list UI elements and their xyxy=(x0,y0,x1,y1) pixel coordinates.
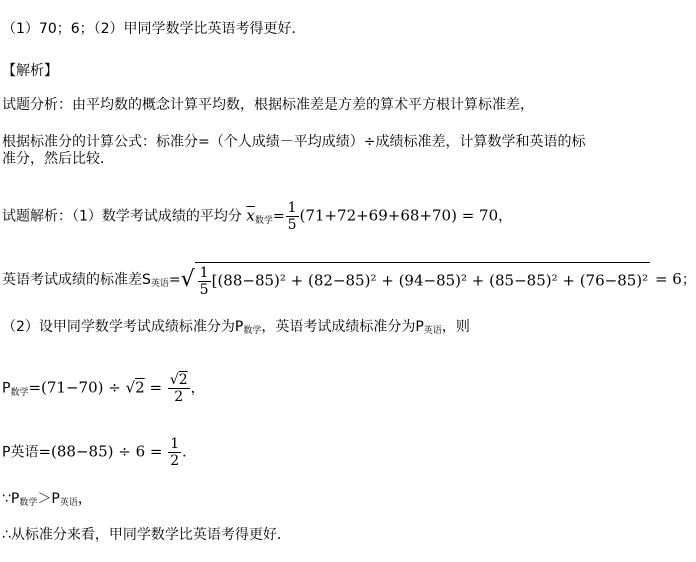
because-tail: ， xyxy=(77,491,92,507)
peng-tail: ． xyxy=(182,444,197,461)
analysis-label: 试题分析： xyxy=(2,97,72,113)
peng-expression: =(88−85) ÷ 6 = xyxy=(38,442,168,461)
pmath-frac-num-value: 2 xyxy=(178,372,188,388)
sd-frac-den: 5 xyxy=(199,282,209,298)
part2-sub-math: 数学 xyxy=(243,326,262,336)
sd-fraction xyxy=(198,265,211,298)
because-sub-math: 数学 xyxy=(19,498,38,508)
sd-text: 英语考试成绩的标准差S xyxy=(2,272,151,288)
peng-fraction xyxy=(168,436,181,469)
part2-end: ，则 xyxy=(441,319,470,335)
mean-expression: (71+72+69+68+70) = 70 xyxy=(299,206,499,225)
pmath-sqrt-value: 2 xyxy=(135,378,145,397)
because-sub-english: 英语 xyxy=(59,498,78,508)
pmath-tail: ， xyxy=(190,380,205,397)
because-line xyxy=(2,490,92,510)
xbar-symbol: $\overline{x}$ xyxy=(246,206,255,225)
peng-frac-den: 2 xyxy=(170,453,180,469)
solution-sd-line: 英语考试成绩的标准差S英语=√ $\frac{1}{5}$ [(88−85)² + (82−85)² + (94−85)² + (85−85)² + (76−85)² = 6； xyxy=(2,262,696,298)
xbar-subscript: 数学 xyxy=(254,215,273,226)
pmath-frac-den: 2 xyxy=(174,389,184,405)
answer-line: （1）70；6；（2）甲同学数学比英语考得更好． xyxy=(2,21,306,37)
mean-tail: ， xyxy=(498,208,513,225)
analysis-text-1: 由平均数的概念计算平均数，根据标准差是方差的算术平方根计算标准差， xyxy=(72,97,534,113)
part2-mid: ，英语考试成绩标准分为P xyxy=(261,319,424,335)
analysis-line-3: 准分，然后比较． xyxy=(2,151,114,167)
mean-text: （1）数学考试成绩的平均分 xyxy=(72,208,242,225)
mean-frac-num: 1 xyxy=(287,200,297,216)
pmath-expression: =(71−70) ÷ xyxy=(28,378,126,397)
mean-frac-den: 5 xyxy=(287,217,297,233)
pmath-subscript: 数学 xyxy=(10,387,29,398)
because-gt: ＞P xyxy=(37,491,60,507)
sd-radicand xyxy=(195,262,651,298)
solution-label: 试题解析： xyxy=(2,208,72,225)
peng-line xyxy=(2,436,196,469)
pmath-frac-num: √2 xyxy=(169,372,188,388)
pmath-fraction xyxy=(168,372,190,405)
analysis-line-1 xyxy=(2,96,534,114)
sd-frac-num: 1 xyxy=(199,265,209,281)
peng-label: P英语 xyxy=(2,444,39,461)
sd-subscript: 英语 xyxy=(150,279,169,289)
part2-line xyxy=(2,318,470,338)
pmath-sqrt: √2 xyxy=(125,378,145,397)
sqrt-sign: √ xyxy=(180,267,195,292)
part2-text: （2）设甲同学数学考试成绩标准分为P xyxy=(2,319,244,335)
because-text: ∵P xyxy=(2,491,20,507)
sd-expression: [(88−85)² + (82−85)² + (94−85)² + (85−85)² + (76−85)² xyxy=(211,271,649,290)
sd-result: = 6 xyxy=(650,270,682,288)
section-title: 【解析】 xyxy=(2,63,58,79)
sd-tail: ； xyxy=(681,272,696,288)
pmath-label: P xyxy=(2,380,11,397)
mean-fraction xyxy=(286,200,299,233)
analysis-line-2: 根据标准分的计算公式：标准分=（个人成绩－平均成绩）÷成绩标准差，计算数学和英语的标 xyxy=(2,134,586,150)
therefore-line: ∴从标准分来看，甲同学数学比英语考得更好． xyxy=(2,527,291,543)
solution-mean-line: 试题解析：（1）数学考试成绩的平均分 $\overline{x}$数学= $\frac{1}{5}$ (71+72+69+68+70) = 70， xyxy=(2,200,513,233)
part2-sub-english: 英语 xyxy=(423,326,442,336)
pmath-equals: = xyxy=(144,378,167,397)
pmath-line xyxy=(2,372,205,405)
peng-frac-num: 1 xyxy=(170,436,180,452)
